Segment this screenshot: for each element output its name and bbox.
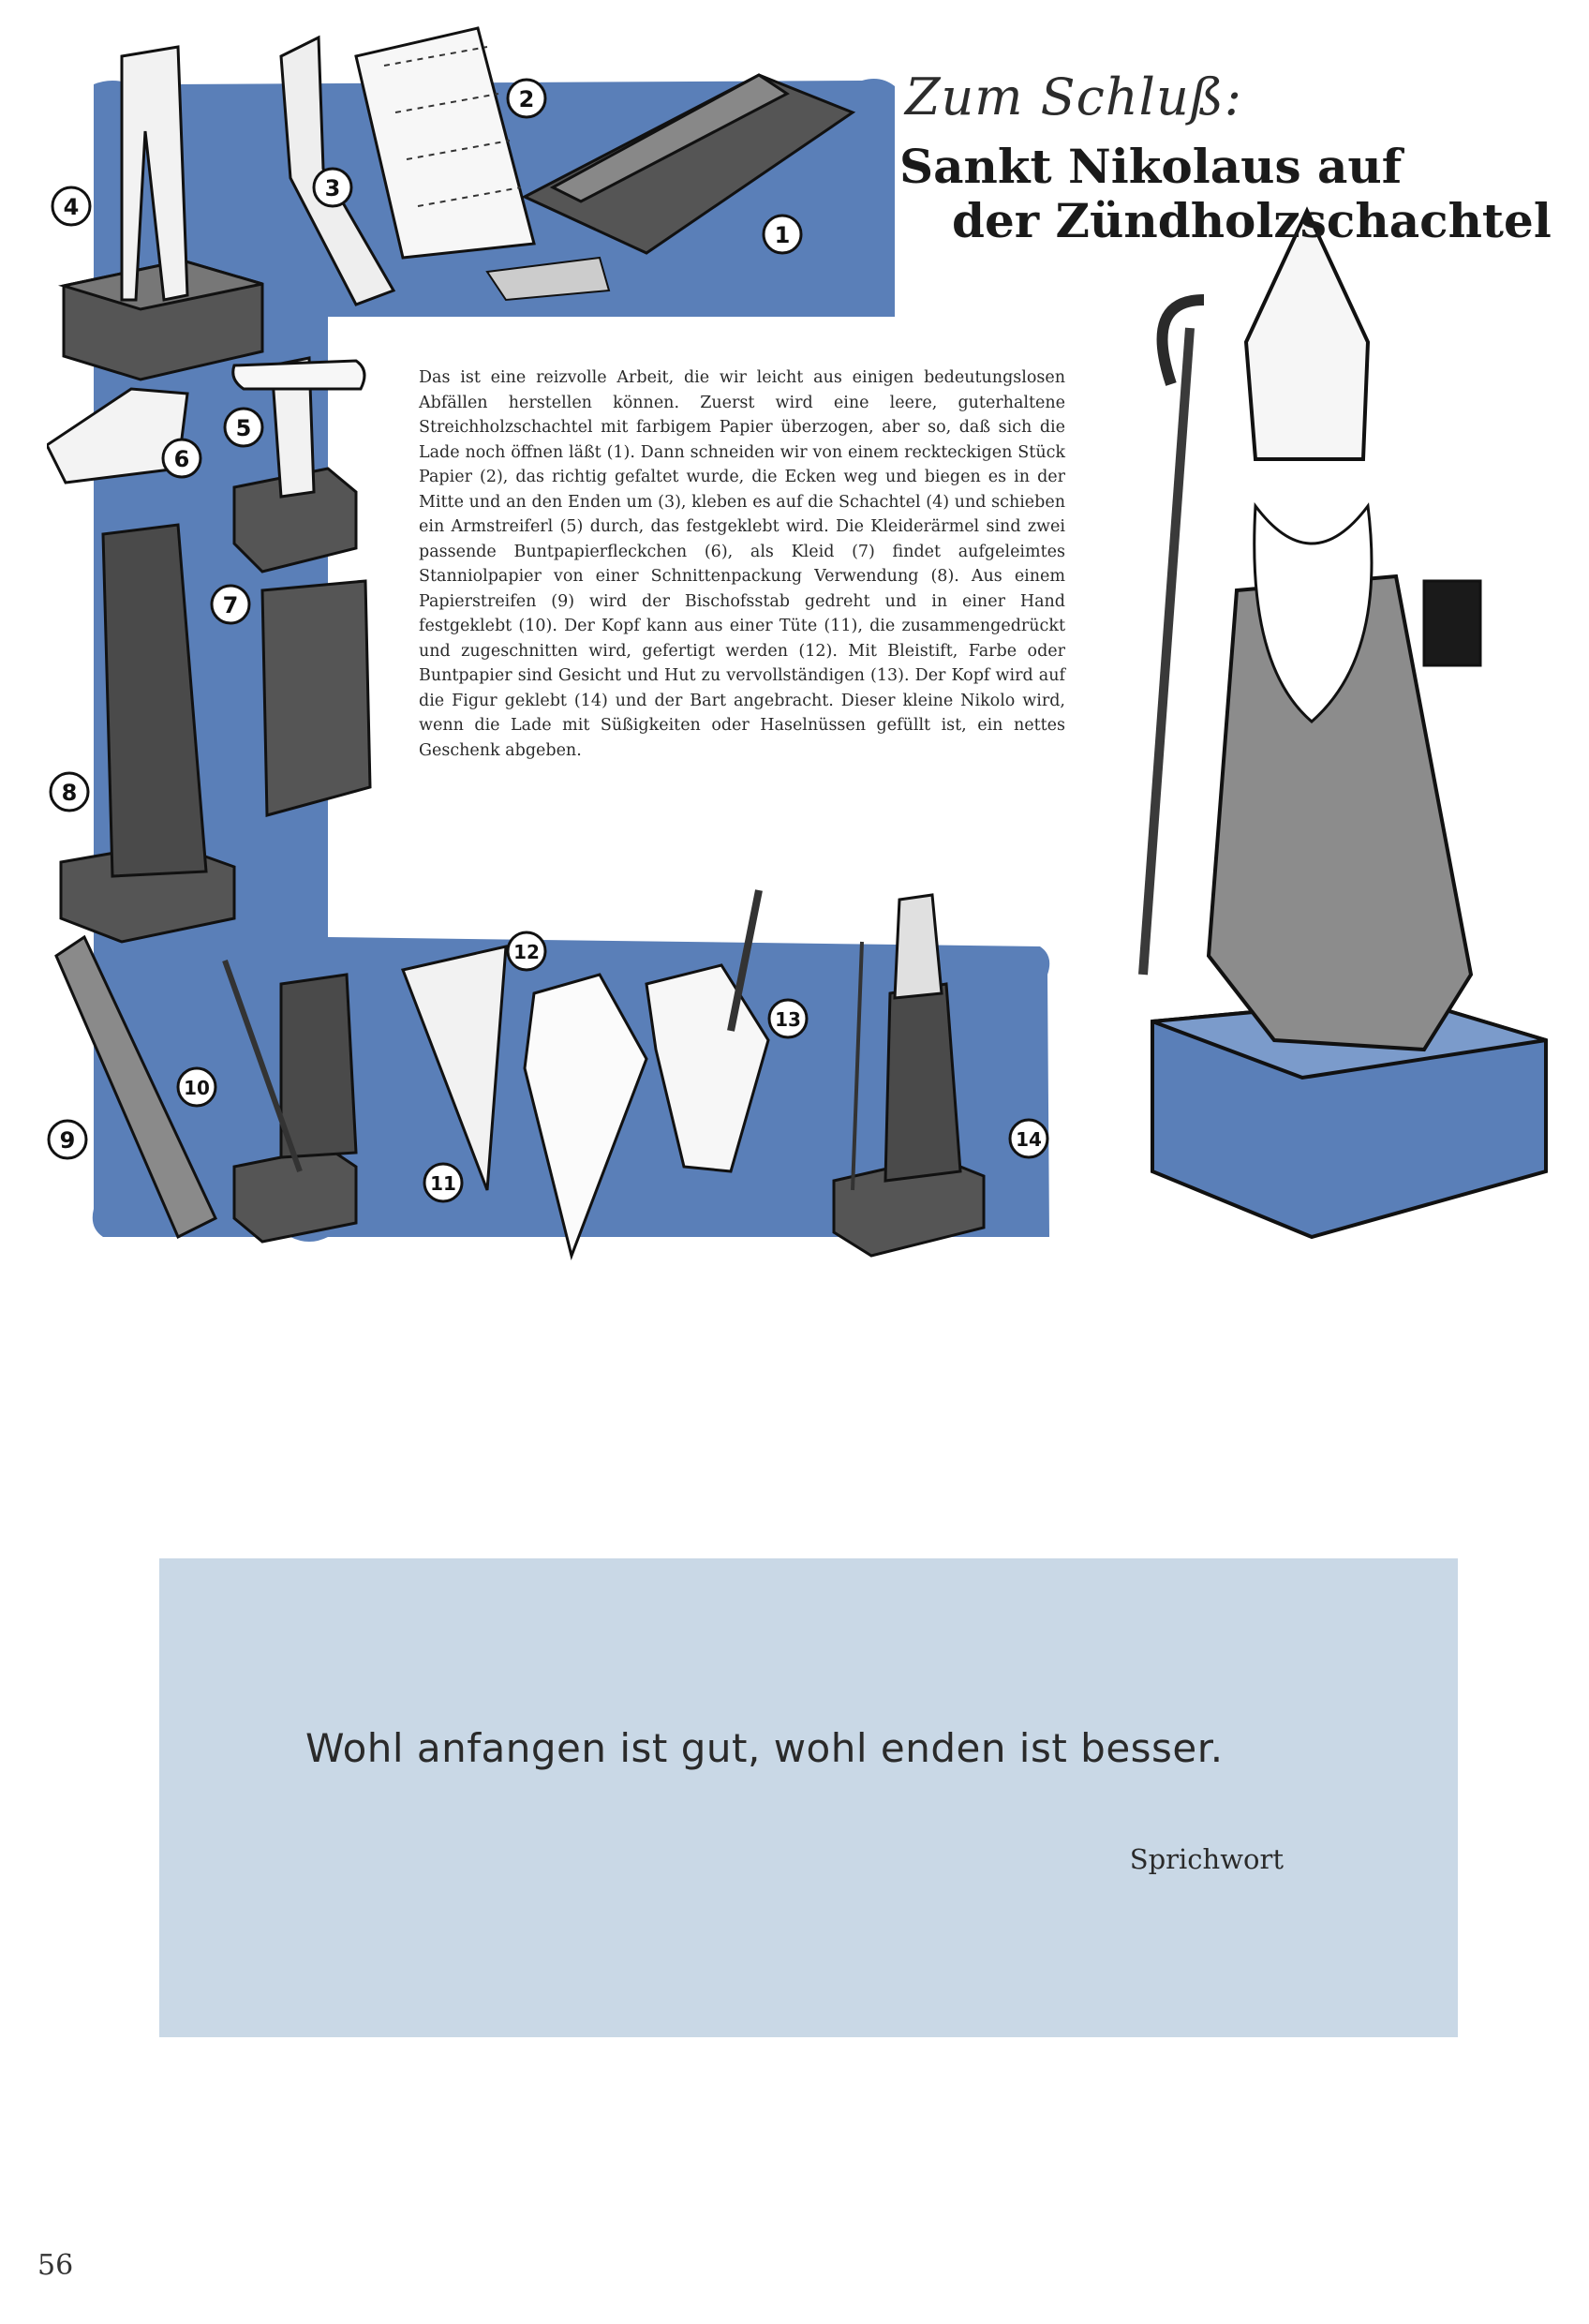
step-label-8 <box>51 773 88 811</box>
step-label-2 <box>508 80 545 117</box>
step-label-14-text: 14 <box>1016 1128 1042 1151</box>
step-label-1 <box>764 216 801 253</box>
article-subtitle: Zum Schluß: <box>905 67 1242 127</box>
article-title-line-1: Sankt Nikolaus auf <box>899 139 1403 194</box>
step-label-9-text: 9 <box>59 1127 76 1154</box>
step-label-7-text: 7 <box>222 592 239 618</box>
step-label-3-text: 3 <box>324 175 341 201</box>
step-label-10-text: 10 <box>184 1077 210 1099</box>
step-label-1-text: 1 <box>774 222 791 248</box>
proverb-box <box>159 1558 1458 2037</box>
page-number: 56 <box>37 2249 74 2282</box>
article-title-line-2: der Zündholzschachtel <box>952 193 1552 248</box>
step-label-9 <box>49 1121 86 1158</box>
step-7-figure <box>262 581 370 815</box>
step-label-14 <box>1010 1120 1047 1157</box>
step-label-12 <box>508 932 545 970</box>
step-label-13 <box>769 1000 807 1037</box>
step-label-10 <box>178 1068 215 1106</box>
step-label-6-text: 6 <box>173 446 190 472</box>
step-label-11-text: 11 <box>430 1172 456 1195</box>
instructions-text: Das ist eine reizvolle Arbeit, die wir leicht aus einigen bedeutungslosen Abfällen herstellen können. Zuerst wird eine leere, guterhaltene Streichholzschachtel mit farbigem Papier überzogen, aber so, daß sich die Lade noch öffnen läßt (1). Dann schneiden wir von einem reckteckigen Stück Papier (2), das richtig gefaltet wurde, die Ecken weg und biegen es in der Mitte und an den Enden um (3), kleben es auf die Schachtel (4) und schieben ein Armstreiferl (5) durch, das festgeklebt wird. Die Kleiderärmel sind zwei passende Buntpapierfleckchen (6), als Kleid (7) findet aufgeleimtes Stanniolpapier von einer Schnittenpackung Verwendung (8). Aus einem Papierstreifen (9) wird der Bischofsstab gedreht und in einer Hand festgeklebt (10). Der Kopf kann aus einer Tüte (11), die zusammengedrückt und zugeschnitten wird, gefertigt werden (12). Mit Bleistift, Farbe oder Buntpapier sind Gesicht und Hut zu vervollständigen (13). Der Kopf wird auf die Figur geklebt (14) und der Bart angebracht. Dieser kleine Nikolo wird, wenn die Lade mit Süßigkeiten oder Haselnüssen gefüllt ist, ein nettes Geschenk abgeben. <box>419 368 1065 760</box>
step-label-6 <box>163 439 200 477</box>
step-label-7 <box>212 586 249 623</box>
step-label-5-text: 5 <box>235 415 252 441</box>
article-heading <box>899 67 1555 248</box>
step-label-3 <box>314 169 351 206</box>
step-label-8-text: 8 <box>61 780 78 806</box>
nikolaus-figure <box>1143 211 1546 1237</box>
step-label-4-text: 4 <box>63 194 80 220</box>
step-label-13-text: 13 <box>775 1008 801 1031</box>
proverb-source: Sprichwort <box>1129 1843 1284 1875</box>
step-label-5 <box>225 409 262 446</box>
step-label-2-text: 2 <box>518 86 535 112</box>
step-label-11 <box>424 1164 462 1201</box>
proverb-text: Wohl anfangen ist gut, wohl enden ist besser. <box>305 1725 1224 1771</box>
step-label-4 <box>52 187 90 225</box>
step-label-12-text: 12 <box>513 941 540 963</box>
